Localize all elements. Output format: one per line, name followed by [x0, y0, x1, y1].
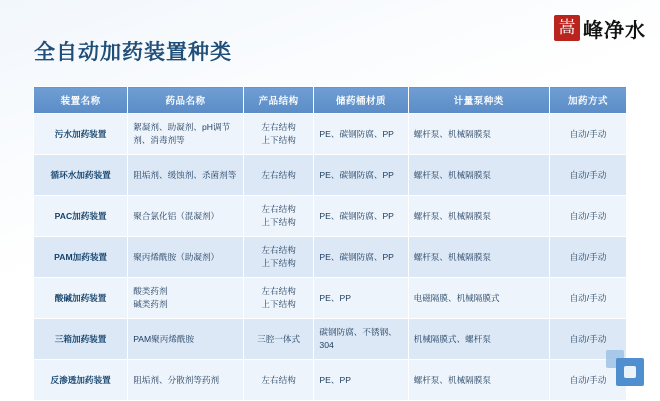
cell-chemical-name: 阻垢剂、缓蚀剂、杀菌剂等 [128, 155, 244, 196]
cell-tank-material: PE、PP [314, 360, 408, 401]
cell-device-name: 循环水加药装置 [34, 155, 128, 196]
cell-structure: 左右结构 上下结构 [243, 278, 314, 319]
column-header-pump-type: 计量泵种类 [408, 87, 549, 114]
cell-chemical-name: 絮凝剂、助凝剂、pH调节剂、消毒剂等 [128, 114, 244, 155]
cell-pump-type: 螺杆泵、机械隔膜泵 [408, 360, 549, 401]
cell-dosing-mode: 自动/手动 [549, 196, 626, 237]
cell-tank-material: PE、碳钢防腐、PP [314, 196, 408, 237]
cell-pump-type: 螺杆泵、机械隔膜泵 [408, 237, 549, 278]
cell-chemical-name: 聚丙烯酰胺（助凝剂） [128, 237, 244, 278]
cell-chemical-name: 聚合氯化铝（混凝剂） [128, 196, 244, 237]
cell-device-name: 反渗透加药装置 [34, 360, 128, 401]
cell-chemical-name: 酸类药剂 碱类药剂 [128, 278, 244, 319]
cell-tank-material: PE、碳钢防腐、PP [314, 155, 408, 196]
logo-seal-icon: 嵩 [554, 15, 580, 41]
cell-device-name: 三箱加药装置 [34, 319, 128, 360]
cell-structure: 左右结构 [243, 155, 314, 196]
table-row [34, 114, 627, 155]
cell-device-name: PAM加药装置 [34, 237, 128, 278]
cell-dosing-mode: 自动/手动 [549, 360, 626, 401]
corner-square-inner [624, 366, 636, 378]
cell-pump-type: 机械隔膜式、螺杆泵 [408, 319, 549, 360]
cell-structure: 左右结构 上下结构 [243, 114, 314, 155]
table-row [34, 278, 627, 319]
cell-dosing-mode: 自动/手动 [549, 155, 626, 196]
table-row [34, 155, 627, 196]
cell-tank-material: PE、PP [314, 278, 408, 319]
table-body [34, 114, 627, 401]
cell-dosing-mode: 自动/手动 [549, 319, 626, 360]
column-header-structure: 产品结构 [243, 87, 314, 114]
column-header-dosing-mode: 加药方式 [549, 87, 626, 114]
cell-structure: 左右结构 上下结构 [243, 237, 314, 278]
cell-structure: 左右结构 [243, 360, 314, 401]
table-row [34, 196, 627, 237]
table-header-row [34, 87, 627, 114]
page-title: 全自动加药装置种类 [34, 41, 232, 64]
column-header-tank-material: 储药桶材质 [314, 87, 408, 114]
cell-pump-type: 螺杆泵、机械隔膜泵 [408, 155, 549, 196]
dosing-device-table-wrapper [33, 86, 627, 401]
cell-dosing-mode: 自动/手动 [549, 114, 626, 155]
cell-dosing-mode: 自动/手动 [549, 278, 626, 319]
cell-pump-type: 电磁隔膜、机械隔膜式 [408, 278, 549, 319]
column-header-chemical-name: 药品名称 [128, 87, 244, 114]
table-row [34, 360, 627, 401]
cell-pump-type: 螺杆泵、机械隔膜泵 [408, 196, 549, 237]
cell-tank-material: PE、碳钢防腐、PP [314, 114, 408, 155]
cell-device-name: 污水加药装置 [34, 114, 128, 155]
cell-dosing-mode: 自动/手动 [549, 237, 626, 278]
cell-structure: 三腔一体式 [243, 319, 314, 360]
table-row [34, 237, 627, 278]
cell-device-name: PAC加药装置 [34, 196, 128, 237]
cell-device-name: 酸碱加药装置 [34, 278, 128, 319]
cell-pump-type: 螺杆泵、机械隔膜泵 [408, 114, 549, 155]
cell-chemical-name: 阻垢剂、分散剂等药剂 [128, 360, 244, 401]
table-row [34, 319, 627, 360]
logo-brand-text: 峰净水 [583, 17, 646, 42]
cell-chemical-name: PAM聚丙烯酰胺 [128, 319, 244, 360]
column-header-device-name: 装置名称 [34, 87, 128, 114]
corner-decoration [598, 346, 644, 386]
dosing-device-table [33, 86, 627, 401]
company-logo [538, 8, 646, 48]
cell-tank-material: 碳钢防腐、不锈钢、304 [314, 319, 408, 360]
cell-tank-material: PE、碳钢防腐、PP [314, 237, 408, 278]
cell-structure: 左右结构 上下结构 [243, 196, 314, 237]
